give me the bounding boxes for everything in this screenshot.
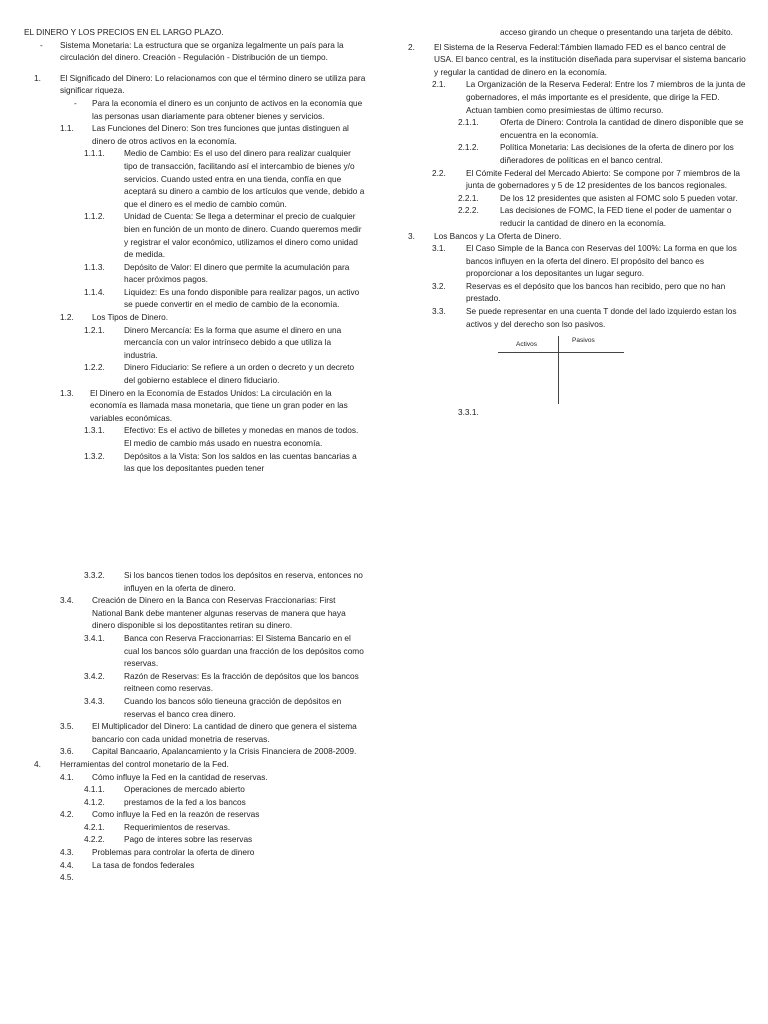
- outline-text: El Multiplicador del Dinero: La cantidad de dinero que genera el sistema bancario con cada unidad monetria de reservas.: [92, 721, 357, 744]
- outline-text: Dinero Fiduciario: Se refiere a un orden o decreto y un decreto del gobierno establece el dinero fiduciario.: [124, 362, 355, 386]
- t-account-chart: [498, 336, 624, 404]
- outline-item: [24, 859, 366, 872]
- outline-number: 3.1.: [432, 243, 446, 254]
- right-column: [408, 26, 746, 418]
- document-title: EL DINERO Y LOS PRECIOS EN EL LARGO PLAZO.: [24, 27, 224, 37]
- outline-item: [408, 204, 746, 229]
- outline-number: 3.: [408, 230, 415, 241]
- outline-item: [24, 771, 366, 784]
- outline-number: 3.2.: [432, 280, 446, 291]
- outline-item-3-3-1: [408, 406, 746, 418]
- outline-number: 1.3.1.: [84, 425, 105, 436]
- outline-item: [24, 569, 366, 594]
- outline-text: Sistema Monetaria: La estructura que se organiza legalmente un país para la circulación del dinero. Creación - Regulación - Distribución de un tiempo.: [60, 39, 344, 63]
- outline-item: [24, 720, 366, 745]
- outline-number: 3.3.2.: [84, 570, 105, 580]
- outline-text: Las decisiones de FOMC, la FED tiene el poder de uamentar o reducir la cantidad de dinero en la economía.: [500, 205, 732, 228]
- outline-number: 2.1.: [432, 79, 446, 90]
- right-outline: [408, 26, 746, 330]
- outline-text: Depósito de Valor: El dinero que permite la acumulación para hacer próximos pagos.: [124, 261, 350, 285]
- outline-number: 3.4.3.: [84, 695, 105, 706]
- outline-number: 4.: [34, 758, 41, 769]
- outline-text: Política Monetaria: Las decisiones de la oferta de dinero por los diñeradores de políticas en el banco central.: [500, 142, 734, 165]
- outline-text: Dinero Mercancía: Es la forma que asume el dinero en una mercancía con un valor intrínseco debido a que utiliza la industria.: [124, 324, 342, 360]
- outline-item: [24, 261, 366, 286]
- outline-number: 1.2.2.: [84, 362, 105, 373]
- outline-number: 4.2.: [60, 809, 74, 820]
- outline-number: 1.1.: [60, 123, 74, 134]
- outline-number: 4.1.2.: [84, 796, 105, 807]
- outline-text: Si los bancos tienen todos los depósitos en reserva, entonces no influyen en la oferta de dinero.: [124, 570, 363, 593]
- outline-text: Medio de Cambio: Es el uso del dinero para realizar cualquier tipo de transacción, facilitando así el intercambio de bienes y/o servicios. Cuando usted entra en una tienda, confía en que aceptará su dinero a cambio de los artículos que vende, debido a que el dinero es el medio de cambio común.: [124, 148, 365, 209]
- outline-number: 2.1.1.: [458, 117, 479, 128]
- outline-text: El Sistema de la Reserva Federal:Támbien llamado FED es el banco central de USA. El banco central, es la institución diseñada para supervisar el sistema bancario y regular la cantidad de dinero en la economía.: [434, 41, 746, 77]
- outline-item: [24, 450, 366, 475]
- outline-number: 4.2.2.: [84, 834, 105, 845]
- outline-number: 4.1.1.: [84, 784, 105, 795]
- outline-number: 3.5.: [60, 721, 74, 732]
- left-outline: [24, 39, 366, 475]
- outline-text: Oferta de Dinero: Controla la cantidad de dinero disponible que se encuentra en la economía.: [500, 117, 744, 140]
- outline-text: Cuando los bancos sólo tieneuna gracción de depósitos en reservas el banco crea dinero.: [124, 695, 342, 719]
- outline-number: 3.3.: [432, 306, 446, 317]
- left-column: [24, 26, 366, 475]
- outline-text: Liquidez: Es una fondo disponible para realizar pagos, un activo se puede convertir en el medio de cambio de la economía.: [124, 286, 360, 310]
- outline-text: Depósitos a la Vista: Son los saldos en las cuentas bancarias a las que los depositantes pueden tener: [124, 450, 357, 474]
- outline-number: 1.2.: [60, 312, 74, 323]
- outline-item: [24, 796, 366, 809]
- outline-item: [408, 192, 746, 205]
- outline-item: [408, 78, 746, 116]
- outline-item: [24, 758, 366, 771]
- outline-item: [24, 783, 366, 796]
- outline-text: El Caso Simple de la Banca con Reservas del 100%: La forma en que los bancos influyen en la oferta del dinero. El propósito del banco es proporcionar a los depositantes un lugar seguro.: [466, 243, 737, 279]
- outline-item: [24, 808, 366, 821]
- outline-item: [24, 387, 366, 425]
- outline-item: [24, 833, 366, 846]
- outline-text: Problemas para controlar la oferta de dinero: [92, 847, 255, 858]
- outline-number: 3.4.: [60, 595, 74, 606]
- outline-number: 2.: [408, 41, 415, 52]
- outline-text: El Significado del Dinero: Lo relacionamos con que el término dinero se utiliza para significar riqueza.: [60, 72, 366, 96]
- outline-text: Cómo influye la Fed en la cantidad de reservas.: [92, 771, 268, 782]
- outline-number: 2.1.2.: [458, 142, 479, 153]
- outline-item: [24, 361, 366, 386]
- t-account-assets-label: Activos: [516, 341, 537, 349]
- outline-number: 4.2.1.: [84, 821, 105, 832]
- outline-item: [24, 324, 366, 362]
- outline-number: 4.5.: [60, 872, 74, 883]
- outline-item: [24, 122, 366, 147]
- outline-text: La tasa de fondos federales: [92, 859, 195, 870]
- outline-text: Requerimientos de reservas.: [124, 821, 231, 832]
- outline-item: [408, 41, 746, 79]
- outline-item: [408, 116, 746, 141]
- outline-item: [24, 695, 366, 720]
- outline-text: De los 12 presidentes que asisten al FOMC solo 5 pueden votar.: [500, 192, 738, 203]
- outline-text: Razón de Reservas: Es la fracción de depósitos que los bancos reitneen como reservas.: [124, 670, 359, 694]
- outline-item: [24, 745, 366, 758]
- outline-number: 2.2.1.: [458, 192, 479, 203]
- outline-item: [24, 147, 366, 210]
- outline-text: Los Bancos y La Oferta de Dinero.: [434, 230, 562, 241]
- outline-item: [408, 305, 746, 330]
- outline-number: 1.: [34, 72, 41, 83]
- outline-text: La Organización de la Reserva Federal: Entre los 7 miembros de la junta de gobernadores, el más importante es el presidente, que dirige la FED. Actuan tambien como presimiestas de último recurso.: [466, 79, 746, 115]
- outline-text: acceso girando un cheque o presentando una tarjeta de débito.: [500, 27, 733, 37]
- outline-item: [408, 242, 746, 280]
- outline-text: Creación de Dinero en la Banca con Reservas Fraccionarias: First National Bank debe mantener algunas reservas de manera que haya dinero disponible si los depostitantes retiran su dinero.: [92, 595, 346, 631]
- outline-item: [24, 311, 366, 324]
- outline-number: 1.3.2.: [84, 450, 105, 461]
- outline-number: 3.4.2.: [84, 670, 105, 681]
- outline-number: 2.2.: [432, 167, 446, 178]
- outline-text: Efectivo: Es el activo de billetes y monedas en manos de todos. El medio de cambio más usado en nuestra economía.: [124, 425, 359, 448]
- outline-item: [408, 280, 746, 305]
- outline-number: 4.1.: [60, 771, 74, 782]
- outline-item: [408, 26, 746, 39]
- outline-text: Como influye la Fed en la reazón de reservas: [92, 809, 260, 820]
- outline-number: 1.1.3.: [84, 261, 105, 272]
- outline-item: [408, 230, 746, 243]
- outline-text: El Dinero en la Economía de Estados Unidos: La circulación en la economía es llamada masa monetaria, que tiene un gran poder en las variables económicas.: [90, 387, 348, 423]
- outline-number: 2.2.2.: [458, 205, 479, 216]
- outline-item: [24, 210, 366, 260]
- outline-item: [24, 821, 366, 834]
- outline-number: 1.1.2.: [84, 211, 105, 222]
- outline-number: 4.4.: [60, 859, 74, 870]
- outline-number: 4.3.: [60, 847, 74, 858]
- outline-number: 1.1.1.: [84, 148, 105, 159]
- outline-text: Capital Bancaario, Apalancamiento y la Crisis Financiera de 2008-2009.: [92, 746, 357, 757]
- outline-number: -: [40, 39, 43, 50]
- t-account-horizontal-line: [498, 352, 624, 353]
- outline-number: 3.4.1.: [84, 632, 105, 643]
- outline-text: Para la economía el dinero es un conjunto de activos en la economía que las personas usan diariamente para obtener bienes y servicios.: [92, 97, 363, 121]
- outline-number: 3.3.1.: [458, 407, 479, 418]
- outline-number: -: [74, 97, 77, 108]
- outline-number: 1.3.: [60, 387, 74, 398]
- outline-item: [24, 632, 366, 670]
- outline-number: 3.6.: [60, 746, 74, 757]
- outline-text: Los Tipos de Dinero.: [92, 312, 169, 323]
- outline-item: [24, 286, 366, 311]
- outline-item: [24, 39, 366, 64]
- outline-item: [408, 167, 746, 192]
- outline-text: Operaciones de mercado abierto: [124, 784, 245, 795]
- t-account-vertical-line: [558, 336, 559, 404]
- outline-item: [24, 846, 366, 859]
- t-account-liabilities-label: Pasivos: [572, 337, 595, 345]
- outline-item: [24, 72, 366, 97]
- outline-item: [24, 424, 366, 449]
- outline-text: Banca con Reserva Fraccionarrias: El Sistema Bancario en el cual los bancos sólo guardan una fracción de los depósitos como reservas.: [124, 632, 364, 669]
- outline-text: Las Funciones del Dinero: Son tres funciones que juntas distinguen al dinero de otros activos en la economía.: [92, 123, 349, 146]
- outline-text: Herramientas del control monetario de la Fed.: [60, 758, 229, 769]
- outline-text: El Cómite Federal del Mercado Abierto: Se compone por 7 miembros de la junta de gobernadores y 5 de 12 presidentes de los bancos regionales.: [466, 167, 740, 191]
- outline-text: prestamos de la fed a los bancos: [124, 796, 246, 807]
- outline-item: [408, 141, 746, 166]
- bottom-outline: [24, 569, 366, 883]
- left-column-continued: [24, 569, 366, 883]
- outline-item: [24, 97, 366, 122]
- outline-number: 1.1.4.: [84, 286, 105, 297]
- outline-item: [24, 670, 366, 695]
- outline-text: Unidad de Cuenta: Se llega a determinar el precio de cualquier bien en función de un monto de dinero. Cuando queremos medir y registrar el valor económico, utilizamos el dinero como unidad de medida.: [124, 211, 362, 260]
- outline-text: Reservas es el depósito que los bancos han recibido, pero que no han prestado.: [466, 280, 726, 304]
- outline-item: [24, 594, 366, 632]
- outline-text: Pago de interes sobre las reservas: [124, 834, 253, 845]
- outline-number: 1.2.1.: [84, 324, 105, 335]
- outline-text: Se puede representar en una cuenta T donde del lado izquierdo estan los activos y del derecho son lso pasivos.: [466, 306, 737, 329]
